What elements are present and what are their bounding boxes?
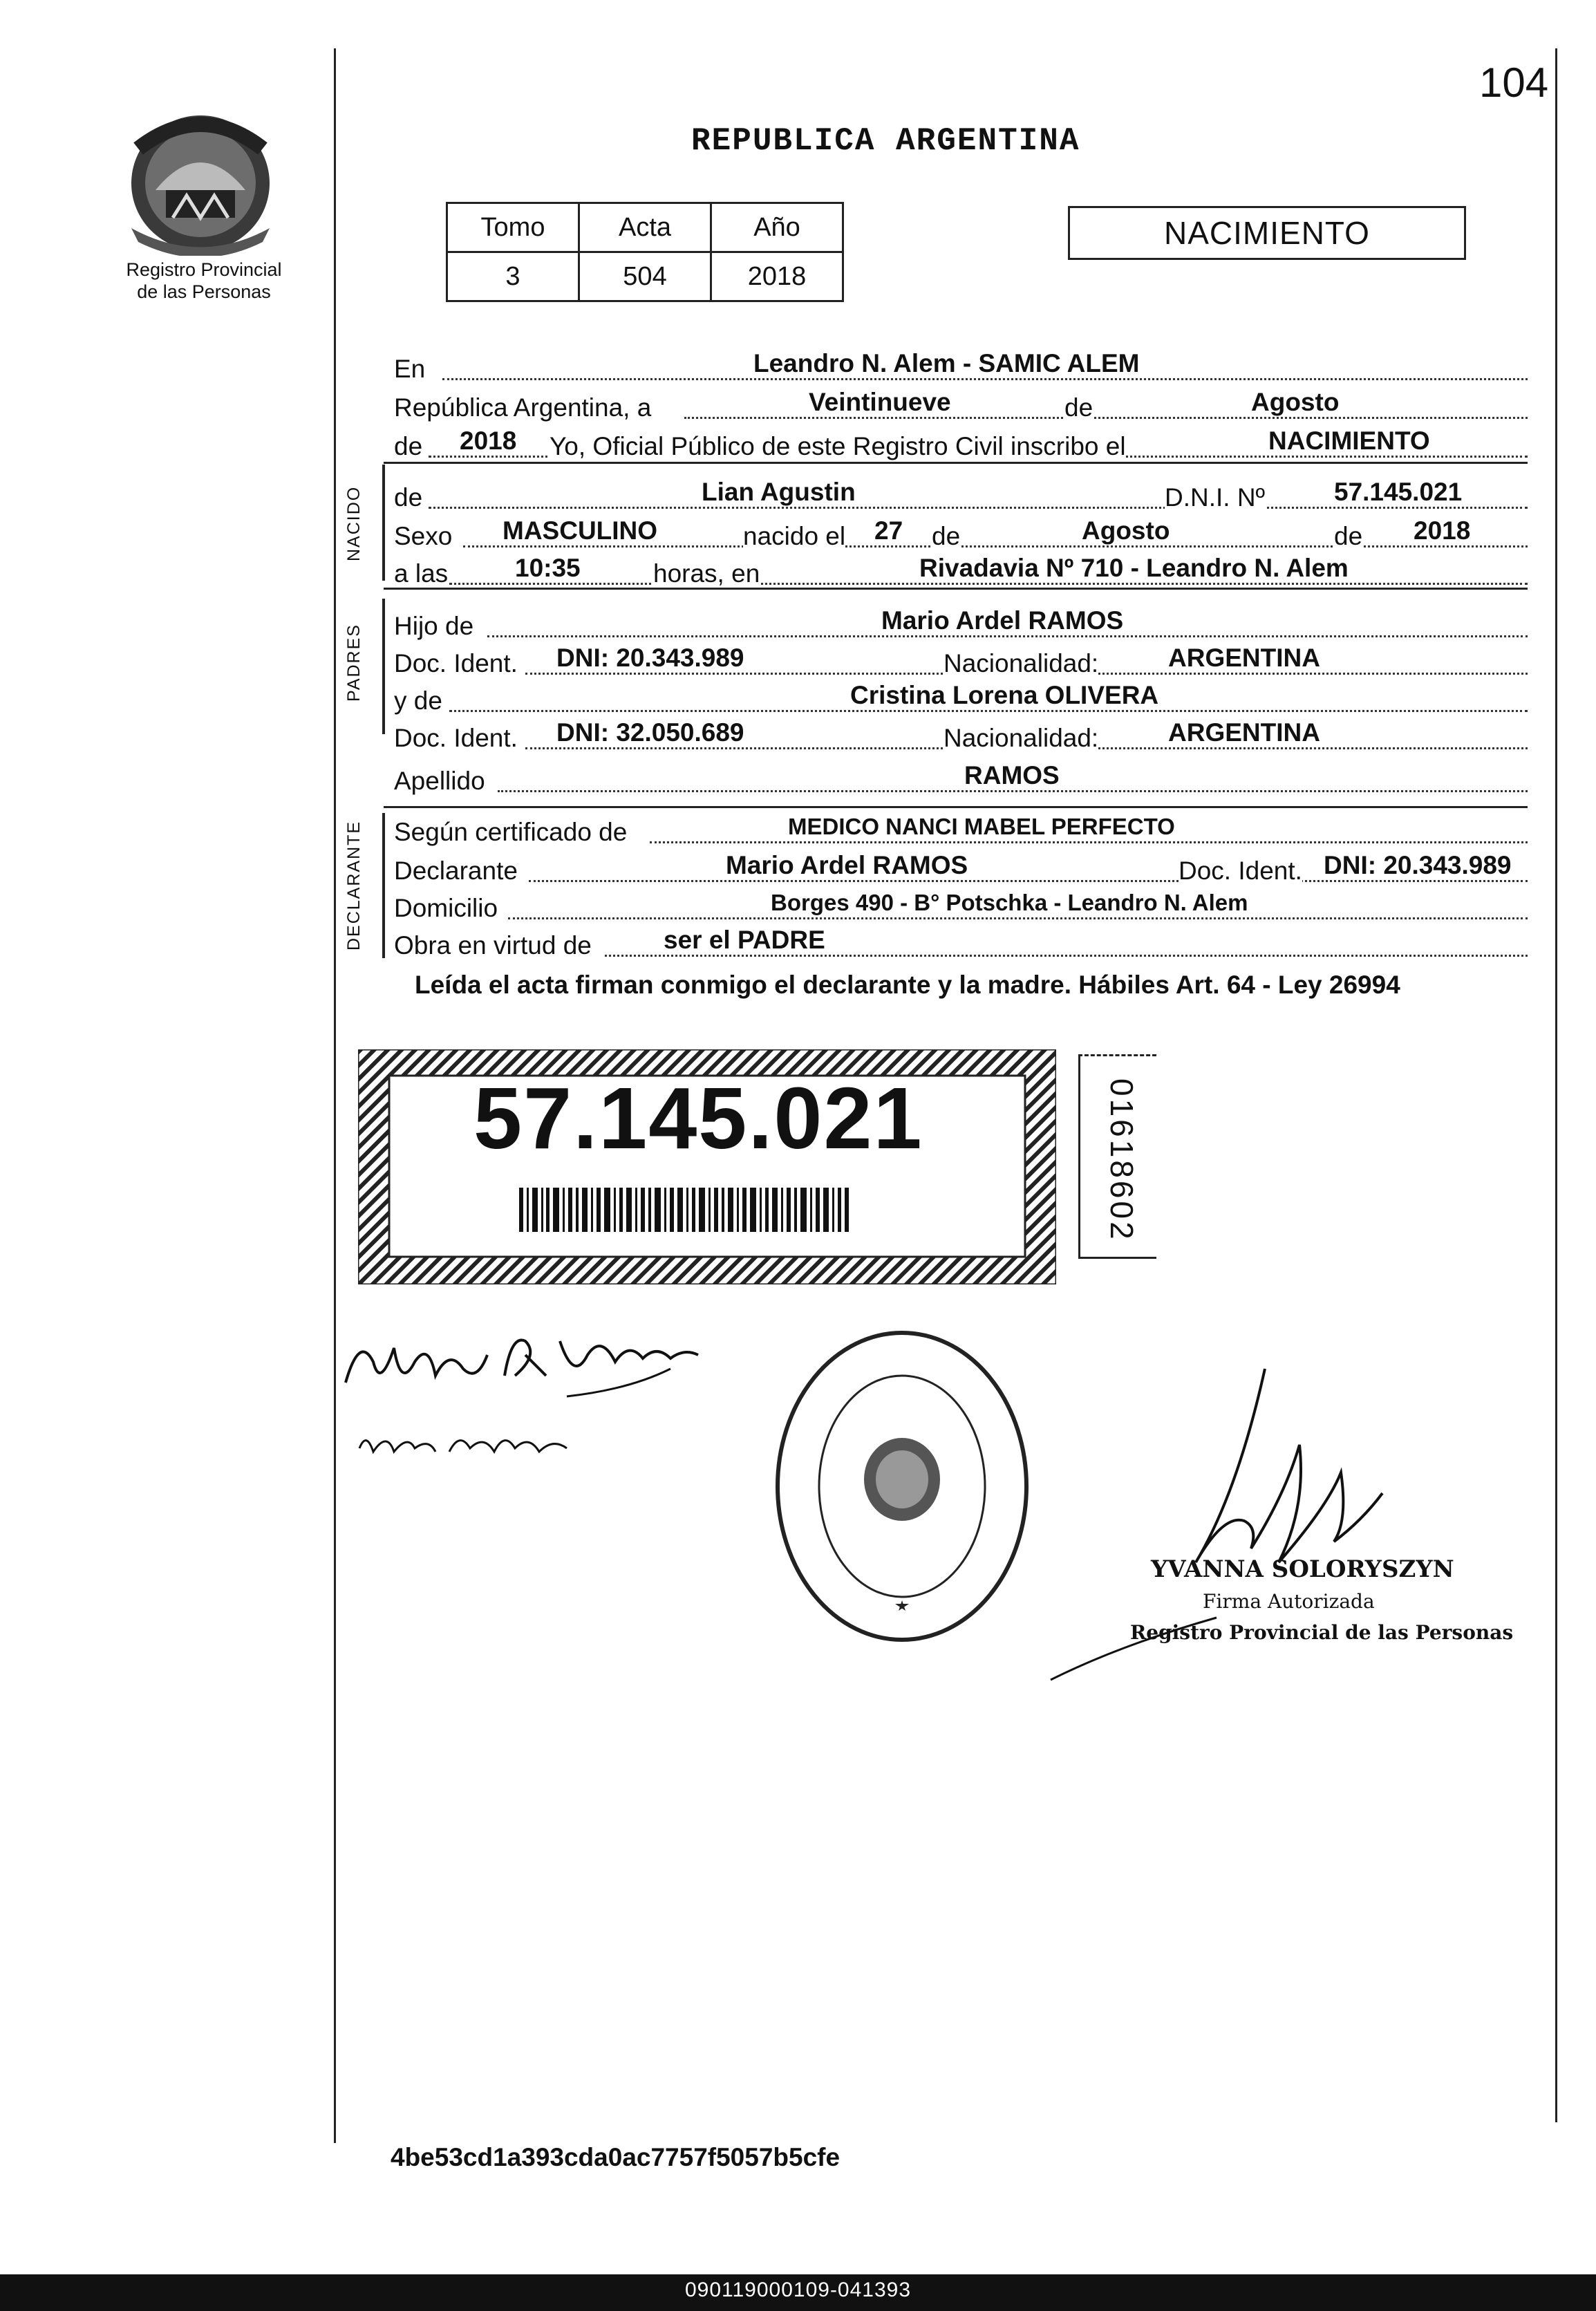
declarante-label: Declarante — [394, 857, 518, 885]
nacido-el-label: nacido el — [743, 522, 846, 550]
row-year — [394, 423, 1528, 462]
official-role: Firma Autorizada — [1203, 1590, 1375, 1613]
month-de-label: de — [1064, 393, 1093, 422]
hijo-de-label: Hijo de — [394, 612, 474, 640]
document-type-box: NACIMIENTO — [1068, 206, 1466, 260]
month-value: Agosto — [1251, 388, 1340, 416]
year-value: 2018 — [460, 427, 517, 455]
declarante-section-label: DECLARANTE — [344, 820, 364, 951]
row-apellido — [394, 758, 1528, 796]
country-title: REPUBLICA ARGENTINA — [691, 123, 1080, 159]
document-hash: 4be53cd1a393cda0ac7757f5057b5cfe — [391, 2143, 841, 2171]
separator-1 — [384, 462, 1528, 464]
row-republica — [394, 384, 1528, 423]
tomo-header: Tomo — [447, 203, 579, 252]
apellido-label: Apellido — [394, 767, 485, 795]
anio-value: 2018 — [711, 252, 843, 301]
birth-month-value: Agosto — [1082, 516, 1170, 545]
inscribe-value: NACIMIENTO — [1268, 427, 1430, 455]
alas-label: a las — [394, 559, 449, 588]
birth-day-value: 27 — [874, 516, 903, 545]
birth-place-value: Rivadavia Nº 710 - Leandro N. Alem — [919, 554, 1349, 582]
row-hijo-de — [394, 603, 1528, 642]
time-value: 10:35 — [515, 554, 581, 582]
dni-label: D.N.I. Nº — [1165, 483, 1266, 512]
acta-header: Acta — [579, 203, 711, 252]
birth-de-label: de — [932, 522, 961, 550]
sexo-value: MASCULINO — [503, 516, 658, 545]
year-prefix-label: de — [394, 432, 423, 460]
mother-nat-label: Nacionalidad: — [943, 724, 1099, 752]
right-margin-line — [1555, 48, 1557, 2122]
segun-value: MEDICO NANCI MABEL PERFECTO — [788, 814, 1175, 839]
dni-stamp-number: 57.145.021 — [473, 1069, 923, 1167]
record-table — [446, 202, 844, 302]
dni-serial: 01618602 — [1104, 1078, 1140, 1242]
father-name-value: Mario Ardel RAMOS — [881, 606, 1124, 635]
row-mother-doc — [394, 715, 1528, 754]
obra-label: Obra en virtud de — [394, 931, 592, 960]
row-segun — [394, 809, 1528, 848]
row-hora — [394, 550, 1528, 589]
child-name-value: Lian Agustin — [702, 478, 856, 506]
mother-doc-value: DNI: 32.050.689 — [556, 718, 744, 747]
declarante-doc-label: Doc. Ident. — [1179, 857, 1302, 885]
birth-de-label-2: de — [1334, 522, 1363, 550]
en-label: En — [394, 355, 426, 383]
row-nacido-name — [394, 474, 1528, 513]
row-y-de — [394, 677, 1528, 716]
separator-3 — [384, 806, 1528, 808]
domicilio-label: Domicilio — [394, 894, 498, 922]
footer-id: 090119000109-041393 — [684, 2279, 912, 2301]
page-number: 104 — [1479, 59, 1549, 106]
declarante-value: Mario Ardel RAMOS — [726, 851, 968, 879]
father-doc-label: Doc. Ident. — [394, 649, 518, 677]
official-registry: Registro Provincial de las Personas — [1130, 1621, 1514, 1644]
y-de-label: y de — [394, 686, 442, 715]
mother-doc-label: Doc. Ident. — [394, 724, 518, 752]
obra-value: ser el PADRE — [664, 926, 825, 954]
republica-label: República Argentina, a — [394, 393, 652, 422]
father-doc-value: DNI: 20.343.989 — [556, 644, 744, 672]
declarant-signature — [339, 1320, 733, 1486]
sexo-label: Sexo — [394, 522, 453, 550]
day-value: Veintinueve — [809, 388, 951, 416]
row-declarante — [394, 848, 1528, 886]
registry-caption: Registro Provincial de las Personas — [126, 259, 282, 302]
tomo-value: 3 — [447, 252, 579, 301]
nacido-bar — [382, 465, 385, 581]
en-value: Leandro N. Alem - SAMIC ALEM — [753, 349, 1140, 377]
segun-label: Según certificado de — [394, 818, 628, 846]
padres-section-label: PADRES — [344, 624, 364, 702]
mother-nat-value: ARGENTINA — [1168, 718, 1320, 747]
domicilio-value: Borges 490 - B° Potschka - Leandro N. Alem — [771, 890, 1248, 915]
declarante-doc-value: DNI: 20.343.989 — [1324, 851, 1512, 879]
row-en — [394, 346, 1528, 384]
left-margin-line — [334, 48, 336, 2143]
nacido-section-label: NACIDO — [344, 485, 364, 561]
mother-name-value: Cristina Lorena OLIVERA — [850, 681, 1159, 709]
apellido-value: RAMOS — [964, 761, 1060, 789]
official-name: YVANNA SOLORYSZYN — [1151, 1555, 1454, 1583]
nacido-de-label: de — [394, 483, 423, 512]
registry-seal — [771, 1327, 1033, 1645]
official-signature — [1037, 1355, 1479, 1701]
father-nat-value: ARGENTINA — [1168, 644, 1320, 672]
child-dni-value: 57.145.021 — [1334, 478, 1463, 506]
declarante-bar — [382, 813, 385, 958]
padres-bar — [382, 599, 385, 734]
acta-value: 504 — [579, 252, 711, 301]
row-sexo — [394, 513, 1528, 552]
row-father-doc — [394, 640, 1528, 679]
separator-2 — [384, 588, 1528, 590]
province-emblem — [118, 107, 283, 256]
anio-header: Año — [711, 203, 843, 252]
row-domicilio — [394, 885, 1528, 924]
father-nat-label: Nacionalidad: — [943, 649, 1099, 677]
row-obra — [394, 922, 1528, 961]
horas-label: horas, en — [653, 559, 760, 588]
birth-year-value: 2018 — [1414, 516, 1471, 545]
yo-label: Yo, Oficial Público de este Registro Civil inscribo el — [550, 432, 1126, 460]
closing-statement: Leída el acta firman conmigo el declarante y la madre. Hábiles Art. 64 - Ley 26994 — [415, 971, 1400, 999]
